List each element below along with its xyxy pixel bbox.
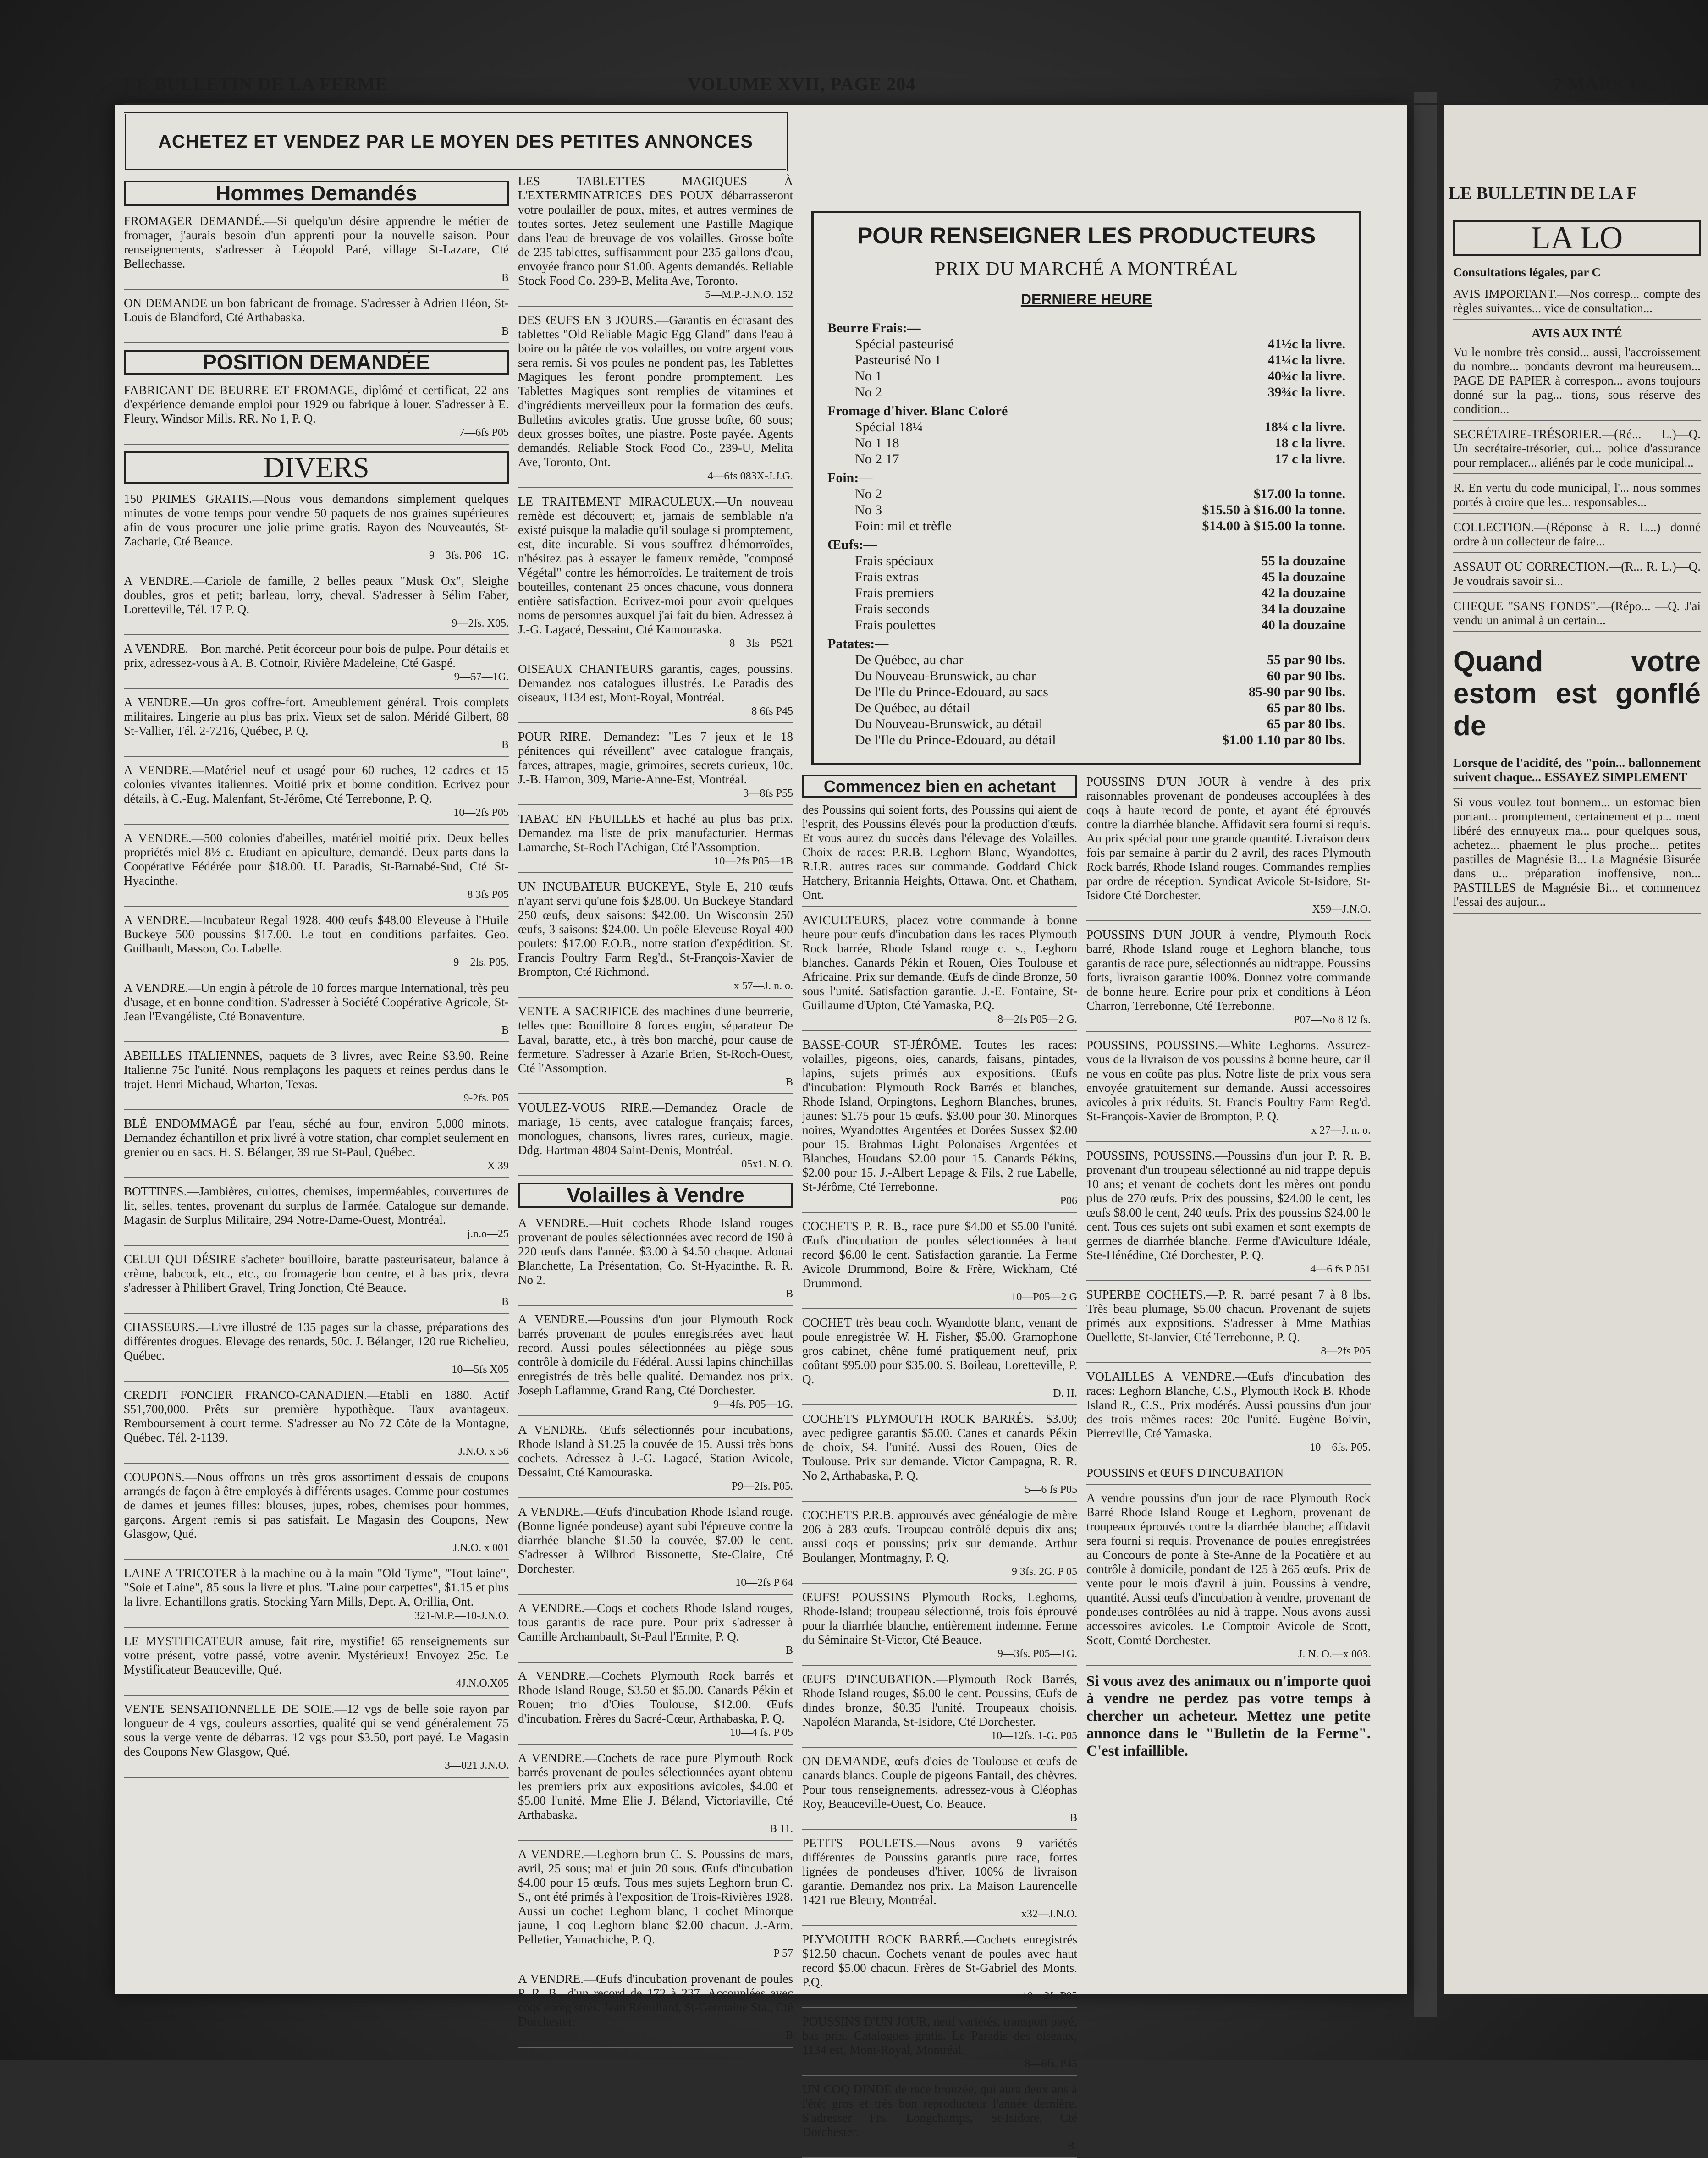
price-row (827, 518, 1345, 534)
ad-text: FABRICANT DE BEURRE ET FROMAGE, diplômé et certificat, 22 ans d'expérience demande emploi pour 1929 ou fabrique à louer. S'adresser à E. Fleury, Windsor Mills. RR. No 1, P. Q. (124, 383, 509, 425)
ad-body: Si vous voulez tout bonnem... un estomac bien portant... promptement, certainement et p... ment libéré des ennuyeux ma... pour quelques sous, achetez... phaement le plus proche... petites pastilles de Magnésie B... La Magnésie Bisurée dans u... préparation inoffensive, non... PASTILLES de Magnésie Bi... et commencez l'essai des aujour... (1453, 795, 1701, 914)
classified-ad (518, 1216, 793, 1306)
classified-ad (802, 1932, 1077, 2008)
ad-reference: 10—5fs X05 (452, 1364, 509, 1376)
classified-ad (1086, 1288, 1371, 1363)
price-row (827, 435, 1345, 451)
price-value: 65 par 80 lbs. (1267, 700, 1345, 716)
price-value: $14.00 à $15.00 la tonne. (1202, 518, 1345, 534)
ad-text: ŒUFS! POUSSINS Plymouth Rocks, Leghorns, Rhode-Island; troupeau sélectionné, trois fois éprouvé pour la diarrhée blanche, entièrement indemne. Ferme du Séminaire St-Victor, Cté Beauce. (802, 1590, 1077, 1646)
ad-reference: P06 (1060, 1195, 1077, 1207)
classified-ad (518, 1601, 793, 1663)
legal-items (1453, 427, 1701, 632)
classified-ad (518, 1423, 793, 1498)
ad-text: A VENDRE.—Poussins d'un jour Plymouth Rock barrés provenant de poules enregistrées avec haut record. Aussi poules sélectionnées au piège sous contrôle à domicile du Fédéral. Aussi lapins chinchillas enregistrés de très belle qualité. Demandez nos prix. Joseph Laflamme, Grand Rang, Cté Dorchester. (518, 1312, 793, 1397)
ad-reference: 9—2fs. X05. (452, 617, 509, 629)
price-label: Frais poulettes (855, 617, 936, 633)
price-row (827, 732, 1345, 748)
ad-text: A VENDRE.—Coqs et cochets Rhode Island rouges, tous garantis de race pure. Pour prix s'adresser à Camille Archambault, St-Paul l'Ermite, P. Q. (518, 1601, 793, 1643)
ad-text: COCHET très beau coch. Wyandotte blanc, venant de poule enregistrée W. H. Fisher, $5.00. Gramophone gros cabinet, chêne fumé pratiquement neuf, prix coûtant $95.00 pour $35.00. S. Boileau, Loretteville, P. Q. (802, 1316, 1077, 1386)
ad-reference: 8—2fs P05—2 G. (997, 1013, 1077, 1025)
ad-text: A VENDRE.—Cariole de famille, 2 belles peaux "Musk Ox", Sleighe doubles, gros et petit; barleau, lorry, cheval. S'adresser à Sélim Faber, Loretteville, Tél. 17 P. Q. (124, 574, 509, 616)
price-row (827, 336, 1345, 352)
price-row (827, 486, 1345, 502)
price-label: De l'Ile du Prince-Edouard, au détail (855, 732, 1056, 748)
price-group-head: Fromage d'hiver. Blanc Coloré (827, 403, 1008, 418)
price-value: 18¼ c la livre. (1264, 419, 1345, 435)
ad-reference: J. N. O.—x 003. (1298, 1648, 1371, 1660)
price-label: No 2 (855, 385, 882, 400)
classified-ad (124, 831, 509, 907)
legal-subtitle: Consultations légales, par C (1453, 265, 1601, 279)
classified-ad (124, 1049, 509, 1110)
ad-reference: P 57 (773, 1948, 793, 1960)
ad-reference: B (501, 272, 509, 284)
classified-ad (802, 1316, 1077, 1405)
price-group-head: Foin:— (827, 470, 873, 485)
price-row (827, 569, 1345, 585)
price-table (827, 320, 1345, 748)
price-label: No 1 18 (855, 435, 899, 451)
ad-reference: 10—2fs P05 (1022, 1990, 1077, 2002)
ad-reference: B (785, 2030, 793, 2042)
ad-text: PETITS POULETS.—Nous avons 9 variétés différentes de Poussins garantis pure race, fortes lignées de pondeuses d'hiver, 100% de livraison garantie. Demandez nos prix. La Maison Laurencelle 1421 rue Bleury, Montréal. (802, 1836, 1077, 1907)
issue-date: 7 MARS 1929 (1553, 74, 1667, 94)
ad-text: TABAC EN FEUILLES et haché au plus bas prix. Demandez ma liste de prix manufacturier. Hermas Lamarche, St-Roch l'Achigan, Cté l'Assomption. (518, 812, 793, 854)
legal-item: CHEQUE "SANS FONDS".—(Répo... —Q. J'ai vendu un animal à un certain... (1453, 599, 1701, 632)
ad-reference: 10—2fs P 64 (735, 1577, 793, 1589)
ad-reference: B (501, 739, 509, 751)
ad-text: COCHETS P.R.B. approuvés avec généalogie de mère 206 à 283 œufs. Troupeau contrôlé depuis dix ans; aussi coqs et poussins; prix sur demande. Arthur Boulanger, Montmagny, P. Q. (802, 1508, 1077, 1564)
ad-text: AVICULTEURS, placez votre commande à bonne heure pour œufs d'incubation dans les races Plymouth Rock barrée, Rhode Island rouge c. s., Leghorn blanches. Canards Pékin et Rouen, Oies Toulouse et Africaine. Prix sur demande. Œufs de dinde Bronze, 50 sous l'unité. Satisfaction garantie. J.-E. Fontaine, St-Guillaume d'Upton, Cté Yamaska, P.Q. (802, 913, 1077, 1012)
ad-reference: 8—6fs. P45 (1025, 2058, 1077, 2070)
classified-ad (1086, 1491, 1371, 1666)
ad-reference: 8 6fs P45 (751, 705, 793, 717)
ad-text: CHASSEURS.—Livre illustré de 135 pages sur la chasse, préparations des différentes drogues. Elevage des renards, 50c. J. Bélanger, 120 rue Richelieu, Québec. (124, 1320, 509, 1362)
ad-reference: x32—J.N.O. (1021, 1908, 1077, 1920)
ad-reference: x 27—J. n. o. (1311, 1124, 1371, 1136)
ad-text: 150 PRIMES GRATIS.—Nous vous demandons simplement quelques minutes de votre temps pour vendre 50 paquets de nos graines supérieures afin de vous procurer une jolie prime gratis. Rayon des Nouveautés, St-Zacharie, Cté Beauce. (124, 492, 509, 548)
classified-ad (124, 1184, 509, 1246)
ad-reference: J.N.O. x 56 (458, 1446, 509, 1458)
ad-text: COCHETS P. R. B., race pure $4.00 et $5.00 l'unité. Œufs d'incubation de poules sélectionnées à haut record $6.00 le cent. Satisfaction garantie. La Ferme Avicole Drummond, Boire & Frère, Wickham, Cté Drummond. (802, 1219, 1077, 1290)
price-value: 39¾c la livre. (1267, 385, 1345, 400)
classified-ad (802, 1754, 1077, 1830)
section-divers: DIVERS (124, 451, 509, 484)
classified-ad (124, 981, 509, 1042)
ad-text: A VENDRE.—Œufs d'incubation provenant de poules P. R. B., d'un record de 172 à 237. Accouplées avec coqs enregistrés. Jean Rémillard, St-Germaine Sta., Cté Dorchester. (518, 1972, 793, 2028)
ad-reference: 10—12fs. 1-G. P05 (991, 1730, 1077, 1742)
price-row (827, 684, 1345, 700)
classified-ad (124, 214, 509, 290)
price-value: 55 par 90 lbs. (1267, 652, 1345, 667)
price-box-title: POUR RENSEIGNER LES PRODUCTEURS (857, 223, 1316, 248)
price-row (827, 352, 1345, 368)
ad-reference: B (785, 1076, 793, 1088)
ad-reference: B (1069, 1812, 1077, 1824)
ad-reference: 9 3fs. 2G. P 05 (1011, 1566, 1077, 1578)
price-group-head: Patates:— (827, 636, 889, 651)
ad-reference: X59—J.N.O. (1312, 903, 1371, 915)
classified-ad (124, 492, 509, 567)
classified-ad (124, 1566, 509, 1628)
ad-text: POUSSINS D'UN JOUR à vendre, Plymouth Rock barré, Rhode Island rouge et Leghorn blanche, tous garantis de race pure, sélectionnés au nidtrappe. Poussins forts, livraison garantie 100%. Donnez votre commande de bonne heure. Ecrire pour prix et conditions à Léon Charron, Terrebonne, Cté Terrebonne. (1086, 928, 1371, 1013)
price-value: 41½c la livre. (1267, 336, 1345, 352)
price-value: 45 la douzaine (1261, 569, 1345, 584)
ad-reference: B. (1067, 2140, 1077, 2152)
ads-divers (124, 492, 509, 1778)
price-row (827, 419, 1345, 435)
column-2 (518, 174, 793, 2042)
price-value: 40 la douzaine (1261, 617, 1345, 633)
ad-text: A vendre poussins d'un jour de race Plymouth Rock Barré Rhode Island Rouge et Leghorn, provenant de troupeaux éprouvés contre la diarrhée blanche; affidavit sera fourni si requis. Provenance de poules enregistrées au Concours de ponte à Ste-Anne de la Pocatière et au contrôle à domicile, pondant de 125 à 265 œufs. Prix de vente pour le mois d'avril à juin. Poussins à vendre, quantité. Aussi œufs d'incubation à vendre, provenant de pondeuses contrôlées au nid à trappe. Nous avons aussi accessoires avicoles. Le Comptoir Avicole de Scott, Scott, Comté Dorchester. (1086, 1491, 1371, 1647)
price-label: Frais premiers (855, 585, 934, 600)
price-label: No 1 (855, 369, 882, 384)
classified-ad (518, 1312, 793, 1416)
classified-ad (518, 662, 793, 723)
price-row (827, 601, 1345, 617)
ad-reference: 10—4 fs. P 05 (730, 1727, 793, 1739)
ad-text: A VENDRE.—Œufs d'incubation Rhode Island rouge. (Bonne lignée pondeuse) ayant subi l'épreuve contre la diarrhée blanche $1.50 la couvée, $7.00 le cent. S'adresser à Wilbrod Bissonette, Ste-Claire, Cté Dorchester. (518, 1505, 793, 1575)
ad-text: FROMAGER DEMANDÉ.—Si quelqu'un désire apprendre le métier de fromager, j'aurais besoin d'un apprenti pour la nouvelle saison. Pour renseignements, s'adresser à Léopold Paré, village St-Lazare, Cté Bellechasse. (124, 214, 509, 270)
classified-ad (124, 1634, 509, 1696)
section-volailles-a-vendre: Volailles à Vendre (518, 1183, 793, 1208)
hatchery-ad-head: Commencez bien en achetant (802, 775, 1077, 798)
ad-reference: 4J.N.O.X05 (456, 1678, 509, 1690)
price-label: Spécial pasteurisé (855, 336, 954, 352)
ad-reference: 321-M.P.—10-J.N.O. (414, 1610, 509, 1622)
masthead-left: LE BULLETIN DE LA FERME (124, 74, 388, 94)
classified-ad (518, 1972, 793, 2048)
column-3-left (802, 775, 1077, 2152)
price-row (827, 700, 1345, 716)
price-row (827, 502, 1345, 518)
price-value: 18 c la livre. (1274, 435, 1345, 451)
ad-text: POUSSINS D'UN JOUR, neuf variétés, transport payé, bas prix. Catalogues gratis. Le Paradis des oiseaux, 1134 est, Mont-Royal, Montréal. (802, 2015, 1077, 2057)
ad-text: DES ŒUFS EN 3 JOURS.—Garantis en écrasant des tablettes "Old Reliable Magic Egg Gland" dans l'eau à boire ou la pâtée de vos volailles, ou votre argent vous sera remis. Si vos poules ne pondent pas, les Tablettes Magiques les feront pondre promptement. Les Tablettes Magiques sont remplies de vitamines et d'ingrédients merveilleux pour la formation des œufs. Bulletins avicoles gratis. Une grosse boîte, 60 sous; deux grosses boîtes, une piastre. Poste payée. Agents demandés. Reliable Stock Food Co., 239-U, Melita Ave, Toronto, Ont. (518, 313, 793, 469)
classified-ad (802, 1219, 1077, 1309)
ad-text: A VENDRE.—Œufs sélectionnés pour incubations, Rhode Island à $1.25 la couvée de 15. Aussi très bons cochets. Adressez à J.-G. Lagacé, Station Avicole, Dessaint, Cté Kamouraska. (518, 1423, 793, 1479)
ad-subhead: Lorsque de l'acidité, des "poin... ballonnement suivent chaque... ESSAYEZ SIMPLEMENT (1453, 756, 1701, 789)
price-row (827, 585, 1345, 601)
classified-ad (802, 1038, 1077, 1213)
classified-ad (802, 913, 1077, 1031)
legal-item: COLLECTION.—(Réponse à R. L...) donné ordre à un collecteur de faire... (1453, 520, 1701, 553)
price-label: Pasteurisé No 1 (855, 352, 942, 368)
price-value: $1.00 1.10 par 80 lbs. (1222, 732, 1345, 748)
classified-ad (124, 383, 509, 445)
ads-column-2 (518, 174, 793, 1176)
ad-text: ON DEMANDE un bon fabricant de fromage. S'adresser à Adrien Héon, St-Louis de Blandford, Cté Arthabaska. (124, 296, 509, 324)
legal-item: SECRÉTAIRE-TRÉSORIER.—(Ré... L.)—Q. Un secrétaire-trésorier, qui... police d'assurance pour remplacer... aliénés par le code municipal... (1453, 427, 1701, 474)
price-row (827, 384, 1345, 400)
ad-reference: 9-2fs. P05 (463, 1092, 509, 1104)
ad-text: OISEAUX CHANTEURS garantis, cages, poussins. Demandez nos catalogues illustrés. Le Paradis des oiseaux, 1134 est, Mont-Royal, Montréal. (518, 662, 793, 704)
ad-reference: B (785, 1288, 793, 1300)
classifieds-banner: ACHETEZ ET VENDEZ PAR LE MOYEN DES PETITES ANNONCES (124, 112, 788, 171)
ad-reference: 10—6fs. P05. (1310, 1442, 1371, 1453)
ad-text: ŒUFS D'INCUBATION.—Plymouth Rock Barrés, Rhode Island rouges, $6.00 le cent. Poussins, Œufs de dindes bronze, $0.35 l'unité. Troupeaux choisis. Napoléon Maranda, St-Isidore, Cté Dorchester. (802, 1672, 1077, 1729)
classified-ad (802, 1508, 1077, 1584)
ad-reference: X 39 (487, 1160, 509, 1172)
price-value: $17.00 la tonne. (1253, 486, 1345, 501)
classified-ad (124, 642, 509, 689)
volume-page: VOLUME XVII, PAGE 204 (688, 74, 916, 94)
ad-text: LAINE A TRICOTER à la machine ou à la main "Old Tyme", "Tout laine", "Soie et Laine", 85 sous la livre et plus. "Laine pour carpettes", $1.15 et plus la livre. Echantillons gratis. Stocking Yarn Mills, Dept. A, Orillia, Ont. (124, 1566, 509, 1608)
ad-text: VENTE A SACRIFICE des machines d'une beurrerie, telles que: Bouilloire 8 forces engin, séparateur De Laval, baratte, etc., à très bon marché, pour cause de fermeture. S'adresser à Azarie Brien, St-Roch-Ouest, Cté l'Assomption. (518, 1004, 793, 1075)
ad-reference: 05x1. N. O. (741, 1158, 793, 1170)
ad-text: BOTTINES.—Jambières, culottes, chemises, imperméables, couvertures de lit, selles, tentes, provenant du surplus de l'armée. Catalogue sur demande. Magasin de Surplus Militaire, 294 Notre-Dame-Ouest, Montréal. (124, 1184, 509, 1227)
price-label: Du Nouveau-Brunswick, au char (855, 668, 1036, 683)
section-position-demandee: POSITION DEMANDÉE (124, 350, 509, 375)
ad-text: LE MYSTIFICATEUR amuse, fait rire, mystifie! 65 renseignements sur votre présent, votre passé, votre avenir. Mystérieux! Envoyez 25c. Le Mystificateur Beauceville, Qué. (124, 1634, 509, 1676)
price-row (827, 652, 1345, 668)
ad-reference: 9—4fs. P05—1G. (713, 1398, 793, 1410)
ad-text: A VENDRE.—Matériel neuf et usagé pour 60 ruches, 12 cadres et 15 colonies vivantes italiennes. Moitié prix et bonne condition. Ecrivez pour détails, à C.-Eug. Malenfant, St-Jérôme, Cté Terrebonne, P. Q. (124, 763, 509, 805)
price-row (827, 553, 1345, 569)
ad-reference: 4—6 fs P 051 (1310, 1263, 1371, 1275)
ad-text: CREDIT FONCIER FRANCO-CANADIEN.—Etabli en 1880. Actif $51,700,000. Prêts sur première hypothèque. Taux avantageux. Remboursement à court terme. S'adresser au No 72 Côte de la Montagne, Québec. Tél. 2-1139. (124, 1388, 509, 1444)
price-label: De Québec, au char (855, 652, 964, 667)
ad-reference: 9—3fs. P06—1G. (429, 550, 509, 562)
ads-column-3-right (1086, 775, 1371, 1666)
ad-text: A VENDRE.—Un gros coffre-fort. Ameublement général. Trois complets militaires. Lingerie au plus bas prix. Vieux set de salon. Méridé Gilbert, 88 St-Vallier, Tél. 2-7216, Québec, P. Q. (124, 695, 509, 738)
ad-reference: 9—57—1G. (454, 671, 509, 683)
ad-reference: 10—2fs P05—1B (714, 855, 793, 867)
price-row (827, 668, 1345, 684)
classified-ad (124, 574, 509, 635)
legal-section-title: LA LO (1453, 220, 1701, 256)
classified-ad (124, 296, 509, 343)
ad-reference: 4—6fs 083X-J.J.G. (707, 470, 793, 482)
price-group-head: Œufs:— (827, 537, 877, 552)
classified-ad (1086, 775, 1371, 921)
price-label: Spécial 18¼ (855, 419, 923, 435)
classified-ad (124, 913, 509, 974)
ad-text: POUSSINS D'UN JOUR à vendre à des prix raisonnables provenant de pondeuses accouplées à des coqs à haute record de ponte, et ayant été éprouvés contre la diarrhée blanche. Affidavit sera fourni si requis. Au prix spécial pour une grande quantité. Livraison deux fois par semaine à partir du 2 avril, des races Plymouth Rock barrés, Rhode Island rouges. Commandes remplies par ordre de réception. Syndicat Avicole St-Isidore, St-Isidore Cté Dorchester. (1086, 775, 1371, 902)
price-label: No 2 (855, 486, 882, 501)
page-gutter (1414, 92, 1437, 2017)
ad-reference: 5—M.P.-J.N.O. 152 (705, 289, 793, 301)
ads-position-demandee (124, 383, 509, 445)
ad-reference: P9—2fs. P05. (731, 1481, 793, 1492)
ad-text: BLÉ ENDOMMAGÉ par l'eau, séché au four, environ 5,000 minots. Demandez échantillon et prix livré à votre station, char complet seulement en grenier ou en sacs. H. S. Bélanger, 39 rue St-Paul, Québec. (124, 1117, 509, 1159)
classified-ad (518, 1751, 793, 1841)
classified-ad (802, 2015, 1077, 2076)
classified-ad (518, 1505, 793, 1595)
classified-ad (518, 1847, 793, 1965)
running-head (124, 73, 1667, 101)
ad-reference: J.N.O. x 001 (452, 1542, 509, 1554)
ad-text: CELUI QUI DÉSIRE s'acheter bouilloire, baratte pasteurisateur, balance à crème, babcock, etc., etc., ou fromagerie bon centre, et à bas prix, devra s'adresser à Philibert Gravel, Tring Jonction, Cté Beauce. (124, 1252, 509, 1294)
ad-text: PLYMOUTH ROCK BARRÉ.—Cochets enregistrés $12.50 chacun. Cochets venant de poules avec haut record $5.00 chacun. Frères de St-Gabriel des Monts. P.Q. (802, 1932, 1077, 1989)
ad-reference: 8—2fs P05 (1321, 1345, 1371, 1357)
ad-reference: P07—No 8 12 fs. (1293, 1014, 1371, 1026)
ads-hommes-demandes (124, 214, 509, 343)
ad-reference: B (501, 1024, 509, 1036)
ad-text: POUSSINS, POUSSINS.—Poussins d'un jour P. R. B. provenant d'un troupeau sélectionné au nid trappe depuis 10 ans; et venant de cochets dont les mères ont pondu plus de 270 œufs. Prix des poussins, $24.00 le cent, les œufs $8.00 le cent, 240 œufs. Prix des poussins $24.00 le cent. Tous ces sujets ont subi examen et sont exempts de germes de diarrhée blanche. Ferme d'Aviculture Idéale, Ste-Hénédine, Cté Dorchester, P. Q. (1086, 1149, 1371, 1262)
legal-item: ASSAUT OU CORRECTION.—(R... R. L.)—Q. Je voudrais savoir si... (1453, 560, 1701, 593)
price-row (827, 716, 1345, 732)
ad-text: COUPONS.—Nous offrons un très gros assortiment d'essais de coupons arrangés de façon à être employés à différents usages. Comme pour costumes de dames et jeunes filles: blouses, jupes, robes, chemises pour hommes, garçons. Argent remis si pas satisfait. Le Magasin des Coupons, New Glasgow, Qué. (124, 1470, 509, 1541)
price-row (827, 368, 1345, 384)
adjacent-column (1453, 220, 1701, 920)
ad-text: POUSSINS, POUSSINS.—White Leghorns. Assurez-vous de la livraison de vos poussins à bonne heure, car il ne vous en coûte pas plus. Notre liste de prix vous sera envoyée gratuitement sur demande. Aussi accessoires avicoles à prix réduits. St. Francis Poultry Farm Reg'd. St-François-Xavier de Brompton, P. Q. (1086, 1038, 1371, 1123)
price-value: 42 la douzaine (1261, 585, 1345, 600)
ad-text: VOULEZ-VOUS RIRE.—Demandez Oracle de mariage, 15 cents, avec catalogue français; farces, monologues, chansons, livres rares, curieux, magie. Ddg. Hartman 4804 Saint-Denis, Montréal. (518, 1101, 793, 1157)
price-label: De Québec, au détail (855, 700, 970, 716)
ad-text: A VENDRE.—Huit cochets Rhode Island rouges provenant de poules sélectionnées avec record de 190 à 220 œufs dans l'année. $3.00 à $4.50 chaque. Adonai Blanchette, La Présentation, Co. St-Hyacinthe. R. R. No 2. (518, 1216, 793, 1287)
ads-volailles (518, 1216, 793, 2048)
hatchery-ad-text: des Poussins qui soient forts, des Poussins qui aient de l'esprit, des Poussins élevés pour la production d'œufs. Et vous aurez du succès dans l'élevage des Volailles. Choix de races: P.R.B. Leghorn Blanc, Wyandottes, R.I.R. autres races sur commande. Goddard Chick Hatchery, Britannia Heights, Ottawa, Ont. et Chatham, Ont. (802, 803, 1077, 907)
ad-reference: 8 3fs P05 (467, 889, 509, 901)
classified-ad (124, 1252, 509, 1314)
ad-reference: x 57—J. n. o. (733, 980, 793, 992)
classified-ad (518, 174, 793, 307)
ad-text: SUPERBE COCHETS.—P. R. barré pesant 7 à 8 lbs. Très beau plumage, $5.00 chacun. Provenant de sujets primés aux expositions. S'adresser à Mme Mathias Ouellette, St-Janvier, Cté Terrebonne, P. Q. (1086, 1288, 1371, 1344)
legal-notice: AVIS IMPORTANT.—Nos corresp... compte des règles suivantes... vice de consultation... (1453, 287, 1701, 320)
classified-ad (802, 1836, 1077, 1926)
price-box-tag: DERNIERE HEURE (1020, 291, 1152, 308)
ad-reference: 3—021 J.N.O. (444, 1760, 509, 1772)
ad-text: LE TRAITEMENT MIRACULEUX.—Un nouveau remède est découvert; et, jamais de semblable n'a existé puisque la maladie qu'il soulage si promptement, est, dite incurable. Si vous souffrez d'hémorroïdes, n'hésitez pas à essayer le fameux remède, "composé Végétal" contre les hémorroïdes. Le traitement de trois bouteilles, contenant 25 onces chacune, vous donnera entière satisfaction. Ecrivez-moi pour avoir quelques noms de personnes auxquel j'ai fait du bien. Adressez à J.-G. Lagacé, Dessaint, Cté Kamouraska. (518, 495, 793, 636)
notice-text: Vu le nombre très consid... aussi, l'accroissement du nombre... pondants devront malheureusem... PAGE DE PAPIER à correspon... avons toujours donné sur la pag... tions, sous réserve des condition... (1453, 345, 1701, 421)
price-row (827, 617, 1345, 633)
ad-text: VENTE SENSATIONNELLE DE SOIE.—12 vgs de belle soie rayon par longueur de 4 vgs, couleurs assorties, qualité qui se vend généralement 75 sous la verge vente de débarras. 12 vgs pour $3.50, port payé. Le Magasin des Coupons New Glasgow, Qué. (124, 1702, 509, 1758)
price-row (827, 451, 1345, 467)
ad-text: A VENDRE.—Incubateur Regal 1928. 400 œufs $48.00 Eleveuse à l'Huile Buckeye 500 poussins $17.00. Le tout en conditions parfaites. Geo. Guilbault, Masson, Co. Labelle. (124, 913, 509, 955)
ad-reference: B (785, 1645, 793, 1657)
ad-text: VOLAILLES A VENDRE.—Œufs d'incubation des races: Leghorn Blanche, C.S., Plymouth Rock B. Rhode Island R., C.S., Prix modérés. Aussi poussins d'un jour des trois mêmes races: 20c l'unité. Eugène Boivin, Pierreville, Cté Yamaska. (1086, 1370, 1371, 1440)
classified-ad (1086, 1149, 1371, 1281)
ad-text: POUR RIRE.—Demandez: "Les 7 jeux et le 18 pénitences qui réveillent" avec catalogue français, farces, attrapes, magie, grimoires, secrets curieux, 10c. J.-B. Hamon, 309, Marie-Anne-Est, Montréal. (518, 730, 793, 786)
price-value: 60 par 90 lbs. (1267, 668, 1345, 683)
price-label: De l'Ile du Prince-Edouard, au sacs (855, 684, 1048, 699)
price-value: 85-90 par 90 lbs. (1248, 684, 1345, 699)
price-label: Foin: mil et trèfle (855, 518, 952, 534)
ad-text: LES TABLETTES MAGIQUES À L'EXTERMINATRICES DES POUX débarrasseront votre poulailler de poux, mites, et autres vermines de toutes sortes. Jetez seulement une Pastille Magique dans l'eau de breuvage de vos volailles. Grosse boîte de 235 tablettes, suffisamment pour 235 gallons d'eau, envoyée franco pour $1.00. Agents demandés. Reliable Stock Food Co. 239-B, Melita Ave, Toronto. (518, 174, 793, 287)
ad-text: COCHETS PLYMOUTH ROCK BARRÉS.—$3.00; avec pedigree garantis $5.00. Canes et canards Pékin de choix, $4. l'unité. Aussi des Rouen, Oies de Toulouse. Prix sur demande. Victor Campagna, R. R. No 2, Arthabaska, P. Q. (802, 1412, 1077, 1482)
classified-ad (124, 1388, 509, 1464)
classified-ad (518, 730, 793, 805)
price-label: No 2 17 (855, 451, 899, 467)
classified-ad (518, 313, 793, 488)
classified-ad (802, 2082, 1077, 2158)
classified-ad (518, 1004, 793, 1094)
ad-reference: 9—2fs. P05. (453, 957, 509, 969)
ad-reference: j.n.o—25 (467, 1228, 509, 1240)
ad-text: A VENDRE.—Cochets Plymouth Rock barrés et Rhode Island Rouge, $3.50 et $5.00. Canards Pékin et Rouen; trio d'Oies Toulouse, $12.00. Œufs d'incubation. Frères du Sacré-Cœur, Arthabaska, P. Q. (518, 1669, 793, 1725)
price-value: 65 par 80 lbs. (1267, 716, 1345, 732)
price-label: Du Nouveau-Brunswick, au détail (855, 716, 1043, 732)
ad-text: ON DEMANDE, œufs d'oies de Toulouse et œufs de canards blancs. Couple de pigeons Fantail, des chèvres. Pour tous renseignements, adressez-vous à Cléophas Roy, Beauceville-Ouest, Co. Beauce. (802, 1754, 1077, 1811)
classified-ad (802, 1412, 1077, 1502)
classified-ad (1086, 928, 1371, 1032)
classified-ad (518, 812, 793, 873)
classified-ad (1086, 1038, 1371, 1142)
price-value: 17 c la livre. (1274, 451, 1345, 467)
ad-text: A VENDRE.—Cochets de race pure Plymouth Rock barrés provenant de poules sélectionnées ayant obtenu les premiers prix aux expositions avicoles, $4.00 et $5.00 l'unité. Mme Elie J. Béland, Victoriaville, Cté Arthabaska. (518, 1751, 793, 1822)
price-box-subtitle: PRIX DU MARCHÉ A MONTRÉAL (934, 259, 1239, 280)
ad-text: A VENDRE.—500 colonies d'abeilles, matériel moitié prix. Deux belles propriétés miel 8½ c. Etudiant en apiculture, demandé. Deux parts dans la Coopérative Fédérée pour $18.00. U. Paradis, St-Barnabé-Sud, Cté St-Hyacinthe. (124, 831, 509, 887)
ad-reference: 3—8fs P55 (743, 787, 793, 799)
column-3-right (1086, 775, 1371, 1875)
ad-text: A VENDRE.—Leghorn brun C. S. Poussins de mars, avril, 25 sous; mai et juin 20 sous. Œufs d'incubation $4.00 pour 15 œufs. Tous mes sujets Leghorn brun C. S., ont été primés à l'exposition de Trois-Rivières 1928. Aussi un cochet Leghorn blanc, 1 cochet Minorque jaune, 1 coq Leghorn blanc $2.00 chacun. J.-Arm. Pelletier, Yamachiche, P. Q. (518, 1847, 793, 1946)
ad-reference: 5—6 fs P05 (1025, 1484, 1077, 1496)
ad-text: UN COQ DINDE de race bronzée, qui aura deux ans à l'été; gros et très bon reproducteur l'année dernière. S'adresser Frs. Longchamps, St-Isidore, Cté Dorchester. (802, 2082, 1077, 2139)
ad-reference: 10—P05—2 G (1011, 1291, 1077, 1303)
legal-item: R. En vertu du code municipal, l'... nous sommes portés à croire que les... responsables... (1453, 481, 1701, 514)
classified-ad (124, 1320, 509, 1382)
classified-ad (124, 695, 509, 757)
ads-column-3-left (802, 913, 1077, 2158)
classified-ad (518, 880, 793, 998)
classified-ad (124, 1117, 509, 1178)
ad-reference: D. H. (1053, 1387, 1077, 1399)
ad-reference: 8—3fs—P521 (729, 638, 793, 650)
classified-ad (124, 1702, 509, 1778)
classified-ad (124, 763, 509, 825)
classified-ad (802, 1590, 1077, 1666)
classified-ad (518, 1669, 793, 1745)
price-value: 55 la douzaine (1261, 553, 1345, 568)
ad-text: UN INCUBATEUR BUCKEYE, Style E, 210 œufs n'ayant servi qu'une fois $28.00. Un Buckeye Standard 250 œufs, deux saisons: $42.00. Un Wisconsin 250 œufs, 3 saisons: $24.00. Un poêle Eleveuse Royal 400 poulets: $17.00 F.O.B., notre station d'expédition. St. Francis Poultry Farm Reg'd., St-François-Xavier de Brompton, Cté Richmond. (518, 880, 793, 979)
price-label: Frais spéciaux (855, 553, 934, 568)
ad-reference: 10—2fs P05 (453, 807, 509, 819)
ad-reference: B 11. (769, 1823, 793, 1835)
price-value: 34 la douzaine (1261, 601, 1345, 617)
ad-text: ABEILLES ITALIENNES, paquets de 3 livres, avec Reine $3.90. Reine Italienne 75c l'unité. Nous remplaçons les paquets et reines perdus dans le trajet. Henri Michaud, Wharton, Texas. (124, 1049, 509, 1091)
ad-text: A VENDRE.—Un engin à pétrole de 10 forces marque International, très peu d'usage, et en bonne condition. S'adresser à Société Coopérative Agricole, St-Jean l'Evangéliste, Cté Bonaventure. (124, 981, 509, 1023)
call-to-action: Si vous avez des animaux ou n'importe quoi à vendre ne perdez pas votre temps à chercher un acheteur. Mettez une petite annonce dans le "Bulletin de la Ferme". C'est infaillible. (1086, 1673, 1371, 1759)
ad-reference: B (501, 325, 509, 337)
ad-text: A VENDRE.—Bon marché. Petit écorceur pour bois de pulpe. Pour détails et prix, adressez-vous à A. B. Cotnoir, Rivière Madeleine, Cté Gaspé. (124, 642, 509, 670)
classified-ad (518, 495, 793, 655)
price-value: 40¾c la livre. (1267, 369, 1345, 384)
classified-ad (1086, 1370, 1371, 1459)
ad-text: BASSE-COUR ST-JÉRÔME.—Toutes les races: volailles, pigeons, oies, canards, faisans, pintades, lapins, sujets primés aux expositions. Œufs d'incubation: Plymouth Rock Barrés et blanches, Rhode Island, Orpingtons, Leghorn Blanches, brunes, jaunes: $1.75 pour 15 œufs. $3.00 pour 30. Minorques noires, Wyandottes Argentées et Dorées Sussex $2.00 pour 15. Brahmas Light Polonaises Argentées et Blanches, Houdans $2.00 pour 15. Canards Pékins, $2.00 pour 15. J.-Albert Lepage & Fils, 2 rue Labelle, St-Jérôme, Cté Terrebonne. (802, 1038, 1077, 1194)
rule (124, 103, 1667, 105)
classified-ad (802, 1672, 1077, 1748)
price-label: No 3 (855, 502, 882, 517)
classified-ad (124, 1470, 509, 1560)
price-value: 41¼c la livre. (1267, 352, 1345, 368)
column-1 (124, 174, 509, 1870)
notice-subhead: AVIS AUX INTÉ (1532, 326, 1622, 340)
section-hommes-demandes: Hommes Demandés (124, 181, 509, 206)
price-value: $15.50 à $16.00 la tonne. (1202, 502, 1345, 517)
ad-reference: 9—3fs. P05—1G. (997, 1648, 1077, 1660)
ad-reference: 7—6fs P05 (459, 427, 509, 439)
market-price-box (811, 211, 1361, 765)
price-group-head: Beurre Frais:— (827, 320, 921, 336)
ad-headline: Quand votre estom est gonflé de (1453, 646, 1701, 742)
classified-ad (518, 1101, 793, 1176)
price-label: Frais seconds (855, 601, 930, 617)
classified-ad (1086, 1466, 1371, 1485)
adjacent-masthead: LE BULLETIN DE LA F (1449, 184, 1637, 203)
price-label: Frais extras (855, 569, 919, 584)
ad-reference: B (501, 1296, 509, 1308)
ad-text: POUSSINS et ŒUFS D'INCUBATION (1086, 1466, 1284, 1480)
